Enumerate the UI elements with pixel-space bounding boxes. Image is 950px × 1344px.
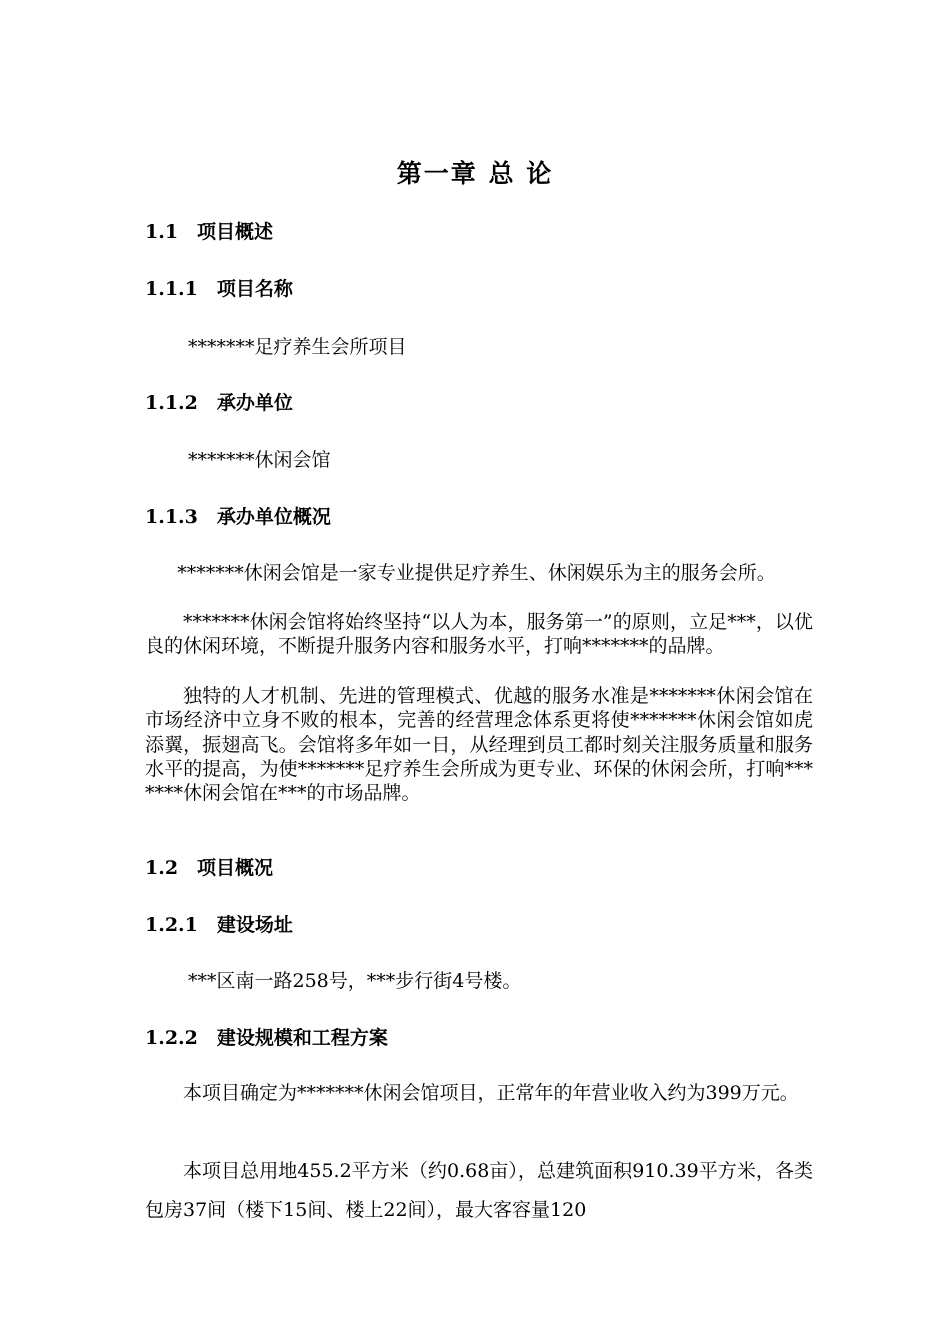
section-heading-1-1: 1.1 项目概述	[145, 221, 274, 243]
project-name-text: *******足疗养生会所项目	[188, 336, 407, 358]
section-heading-1-2-1: 1.2.1 建设场址	[145, 914, 293, 936]
section-heading-1-1-3: 1.1.3 承办单位概况	[145, 506, 331, 528]
organizer-text: *******休闲会馆	[188, 449, 331, 471]
site-address-text: ***区南一路258号，***步行街4号楼。	[188, 970, 522, 992]
overview-paragraph-3: 独特的人才机制、先进的管理模式、优越的服务水准是*******休闲会馆在市场经济中立身不败的根本，完善的经营理念体系更将使*******休闲会馆如虎添翼，振翅高飞。会馆将多年如一日，从经理到员工都时刻关注服务质量和服务水平的提高，为使*******足疗养生会所成为更专业、环保的休闲会所，打响*******休闲会馆在***的市场品牌。	[145, 685, 813, 805]
chapter-title: 第一章 总 论	[396, 159, 554, 188]
overview-paragraph-2: *******休闲会馆将始终坚持“以人为本，服务第一”的原则，立足***，以优良的休闲环境，不断提升服务内容和服务水平，打响*******的品牌。	[145, 611, 813, 658]
section-heading-1-1-1: 1.1.1 项目名称	[145, 278, 293, 300]
scale-paragraph-2: 本项目总用地455.2平方米（约0.68亩），总建筑面积910.39平方米，各类包房37间（楼下15间、楼上22间），最大客容量120	[145, 1160, 813, 1221]
section-heading-1-2-2: 1.2.2 建设规模和工程方案	[145, 1027, 388, 1049]
scale-paragraph-1: 本项目确定为*******休闲会馆项目，正常年的年营业收入约为399万元。	[183, 1082, 799, 1104]
section-heading-1-2: 1.2 项目概况	[145, 857, 274, 879]
overview-paragraph-1: *******休闲会馆是一家专业提供足疗养生、休闲娱乐为主的服务会所。	[177, 562, 776, 584]
section-heading-1-1-2: 1.1.2 承办单位	[145, 392, 293, 414]
